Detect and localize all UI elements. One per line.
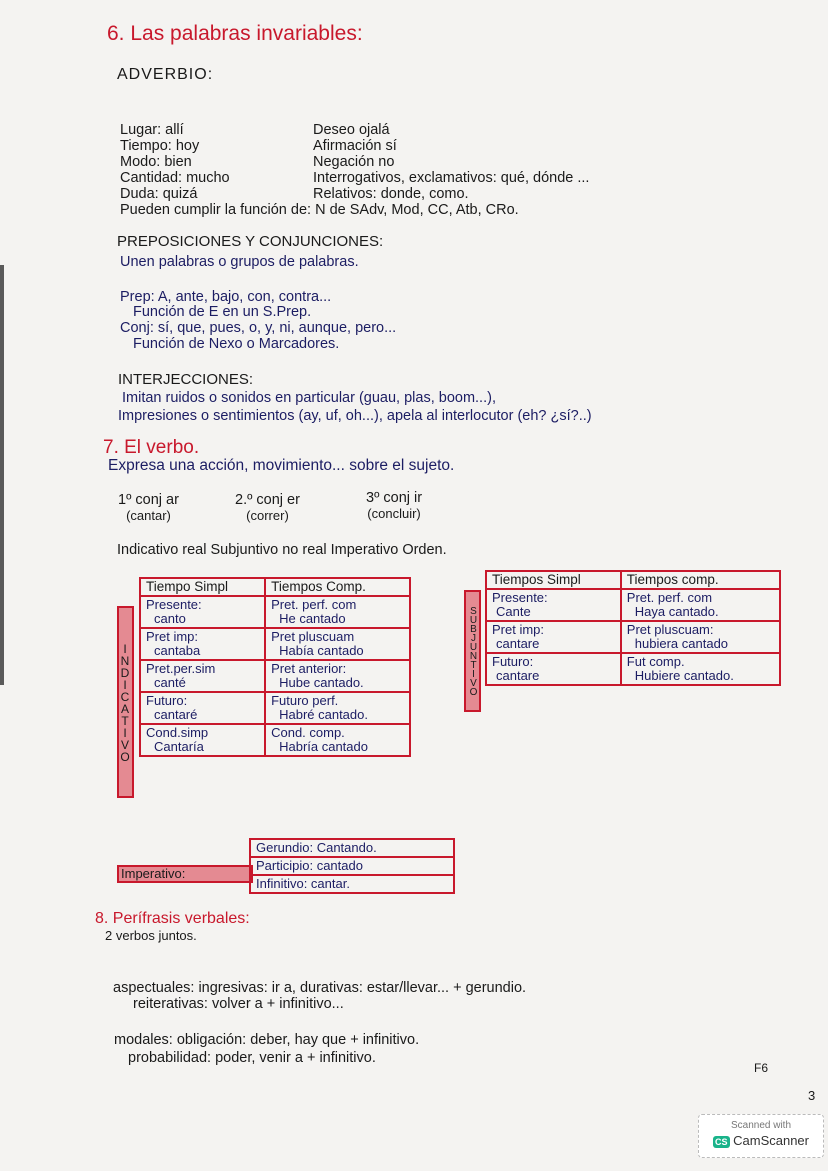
tense-form: cantare <box>496 668 540 683</box>
conj-example: (concluir) <box>367 506 421 521</box>
adverb-types-right <box>313 122 589 202</box>
tense-form: cantare <box>496 636 540 651</box>
table-row <box>140 628 410 660</box>
section-8-title: 8. Perífrasis verbales: <box>95 910 250 927</box>
formas-no-personales-table <box>249 838 455 894</box>
conj-line: Conj: sí, que, pues, o, y, ni, aunque, pero... <box>120 320 397 336</box>
section-7-title: 7. El verbo. <box>103 437 200 458</box>
adverb-deseo: Deseo ojalá <box>313 122 390 138</box>
table-row <box>140 660 410 692</box>
tense-name: Pret. perf. com <box>271 597 357 612</box>
prep-funcion: Función de E en un S.Prep. <box>133 304 312 320</box>
perifrasis-reiterativas: reiterativas: volver a + infinitivo... <box>133 996 344 1012</box>
prep-conj-desc: Unen palabras o grupos de palabras. <box>120 254 359 270</box>
tense-form: Hube cantado. <box>279 675 364 690</box>
watermark-brand: CamScanner <box>733 1133 809 1148</box>
conj-example: (correr) <box>246 508 289 523</box>
header-compuesto: Tiempos comp. <box>621 571 780 589</box>
prep-line: Prep: A, ante, bajo, con, contra... <box>120 289 332 305</box>
tense-name: Cond.simp <box>146 725 209 740</box>
tense-form: cantaba <box>154 643 201 658</box>
participio: Participio: cantado <box>250 857 454 875</box>
camscanner-logo-icon: CS <box>714 1136 728 1147</box>
indicativo-side-label: INDICATIVO <box>117 606 134 798</box>
adverbio-heading: ADVERBIO: <box>117 66 214 83</box>
conj-funcion: Función de Nexo o Marcadores. <box>133 336 340 352</box>
prep-conj-heading: PREPOSICIONES Y CONJUNCIONES: <box>117 233 384 250</box>
modos-verbales: Indicativo real Subjuntivo no real Imperativo Orden. <box>117 542 447 558</box>
adverb-lugar: Lugar: allí <box>120 122 184 138</box>
subjuntivo-side-label: SUBJUNTIVO <box>464 590 481 712</box>
adverb-tiempo: Tiempo: hoy <box>120 138 200 154</box>
table-row <box>486 589 780 621</box>
tense-name: Pret anterior: <box>271 661 347 676</box>
section-6-title: 6. Las palabras invariables: <box>107 22 363 45</box>
tense-form: Haya cantado. <box>634 604 719 619</box>
tense-form: Cantaría <box>154 739 204 754</box>
tense-name: Cond. comp. <box>271 725 345 740</box>
watermark-text: Scanned with <box>730 1120 792 1131</box>
table-row <box>250 875 454 893</box>
page-mark: F6 <box>754 1061 769 1075</box>
table-header-row <box>486 571 780 589</box>
interjecciones-heading: INTERJECCIONES: <box>118 371 254 388</box>
adverb-afirmacion: Afirmación sí <box>313 138 397 154</box>
conjugacion-3 <box>366 490 422 522</box>
infinitivo: Infinitivo: cantar. <box>250 875 454 893</box>
perifrasis-modales: modales: obligación: deber, hay que + infinitivo. <box>114 1032 420 1048</box>
table-row <box>250 857 454 875</box>
table-row <box>250 839 454 857</box>
tense-name: Pret. perf. com <box>626 590 713 605</box>
verbo-desc: Expresa una acción, movimiento... sobre el sujeto. <box>108 457 455 474</box>
table-row <box>140 596 410 628</box>
conjugacion-2 <box>235 492 300 524</box>
tense-form: cantaré <box>154 707 198 722</box>
tense-form: He cantado <box>279 611 346 626</box>
header-simple: Tiempos Simpl <box>486 571 621 589</box>
tense-name: Pret pluscuam <box>271 629 355 644</box>
tense-name: Futuro: <box>492 654 534 669</box>
tense-name: Pret pluscuam: <box>626 622 714 637</box>
tense-form: Habría cantado <box>279 739 368 754</box>
adverb-interrogativos: Interrogativos, exclamativos: qué, dónde ... <box>313 170 590 186</box>
adverb-negacion: Negación no <box>313 154 395 170</box>
table-header-row <box>140 578 410 596</box>
scan-edge <box>0 265 4 685</box>
indicativo-table <box>139 577 411 757</box>
adverb-types-left <box>120 122 230 202</box>
conjugacion-1 <box>118 492 179 524</box>
tense-name: Presente: <box>146 597 202 612</box>
conj-label: 2.º conj er <box>235 492 300 508</box>
adverb-cantidad: Cantidad: mucho <box>120 170 230 186</box>
adverbio-funcion: Pueden cumplir la función de: N de SAdv, Mod, CC, Atb, CRo. <box>120 202 519 218</box>
perifrasis-probabilidad: probabilidad: poder, venir a + infinitivo. <box>128 1050 376 1066</box>
adverb-relativos: Relativos: donde, como. <box>313 186 469 202</box>
table-row <box>140 692 410 724</box>
tense-name: Fut comp. <box>626 654 685 669</box>
adverb-modo: Modo: bien <box>120 154 192 170</box>
table-row <box>486 621 780 653</box>
tense-name: Futuro perf. <box>271 693 339 708</box>
interjecciones-line1: Imitan ruidos o sonidos en particular (guau, plas, boom...), <box>122 390 496 406</box>
tense-form: Cante <box>496 604 531 619</box>
table-row <box>486 653 780 685</box>
conj-label: 1º conj ar <box>118 492 179 508</box>
tense-name: Pret imp: <box>492 622 545 637</box>
header-compuesto: Tiempos Comp. <box>265 578 410 596</box>
subjuntivo-table <box>485 570 781 686</box>
gerundio: Gerundio: Cantando. <box>250 839 454 857</box>
perifrasis-desc: 2 verbos juntos. <box>105 928 197 943</box>
tense-form: Habré cantado. <box>279 707 368 722</box>
tense-form: canto <box>154 611 186 626</box>
conj-label: 3º conj ir <box>366 490 423 506</box>
perifrasis-aspectuales: aspectuales: ingresivas: ir a, durativas: estar/llevar... + gerundio. <box>113 980 527 996</box>
tense-form: Había cantado <box>279 643 364 658</box>
tense-name: Futuro: <box>146 693 188 708</box>
imperativo-label: Imperativo: <box>117 865 253 883</box>
tense-form: hubiera cantado <box>634 636 729 651</box>
tense-form: Hubiere cantado. <box>634 668 734 683</box>
tense-name: Pret.per.sim <box>146 661 216 676</box>
tense-name: Pret imp: <box>146 629 199 644</box>
adverb-duda: Duda: quizá <box>120 186 198 202</box>
camscanner-watermark <box>698 1114 824 1158</box>
conj-example: (cantar) <box>126 508 171 523</box>
tense-name: Presente: <box>492 590 548 605</box>
table-row <box>140 724 410 756</box>
header-simple: Tiempo Simpl <box>140 578 265 596</box>
interjecciones-line2: Impresiones o sentimientos (ay, uf, oh...), apela al interlocutor (eh? ¿sí?..) <box>118 408 592 424</box>
tense-form: canté <box>154 675 186 690</box>
page-number: 3 <box>808 1088 816 1103</box>
